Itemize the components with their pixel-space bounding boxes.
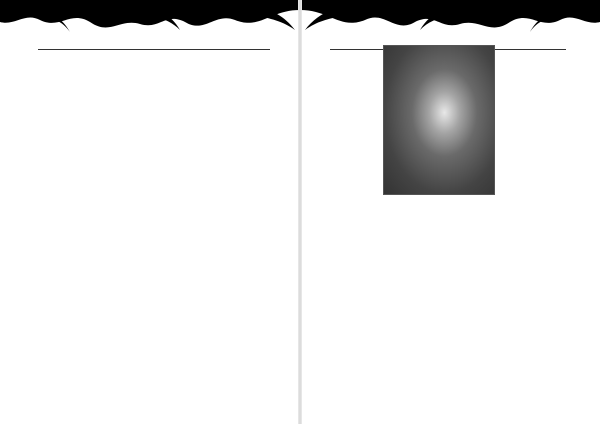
fetus-photo xyxy=(384,46,494,194)
ornament-right xyxy=(300,0,600,40)
right-page xyxy=(300,0,600,424)
book-gutter xyxy=(298,0,302,424)
ornament-left xyxy=(0,0,300,40)
header-rule-left xyxy=(38,49,270,50)
